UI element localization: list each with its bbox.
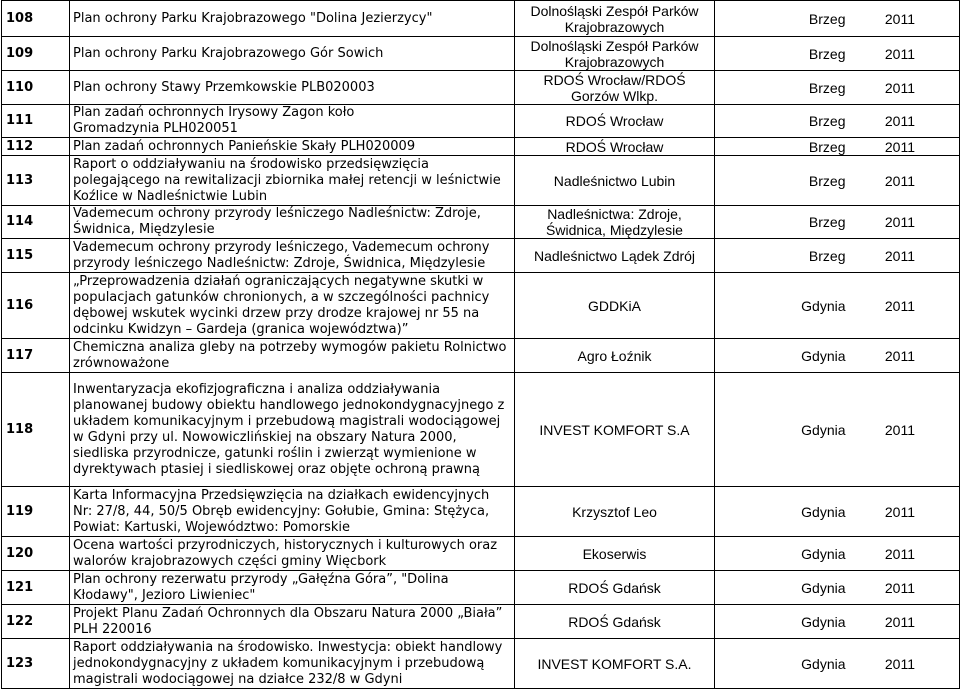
- row-city: Brzeg: [715, 138, 846, 156]
- row-number: 113: [2, 156, 70, 206]
- row-city: Brzeg: [715, 1, 846, 37]
- row-city: Brzeg: [715, 105, 846, 138]
- row-institution: INVEST KOMFORT S.A.: [515, 639, 715, 689]
- table-row: [2, 487, 960, 537]
- row-title: Ocena wartości przyrodniczych, historycznych i kulturowych oraz walorów krajobrazowych części gminy Więcbork: [70, 537, 515, 571]
- table-row: [2, 605, 960, 639]
- row-title: Karta Informacyjna Przedsięwzięcia na działkach ewidencyjnych Nr: 27/8, 44, 50/5 Obręb ewidencyjny: Gołubie, Gmina: Stężyca, Powiat: Kartuski, Województwo: Pomorskie: [70, 487, 515, 537]
- row-number: 110: [2, 71, 70, 105]
- table-row: [2, 239, 960, 273]
- row-city: Gdynia: [715, 339, 846, 373]
- row-number: 120: [2, 537, 70, 571]
- row-year: 2011: [846, 105, 960, 138]
- row-year: 2011: [846, 487, 960, 537]
- row-number: 112: [2, 138, 70, 156]
- row-year: 2011: [846, 138, 960, 156]
- row-title: Plan ochrony rezerwatu przyrody „Gałęźna Góra”, "Dolina Kłodawy", Jezioro Liwieniec": [70, 571, 515, 605]
- row-institution: Nadleśnictwa: Zdroje, Świdnica, Międzylesie: [515, 206, 715, 239]
- row-number: 123: [2, 639, 70, 689]
- row-year: 2011: [846, 373, 960, 487]
- row-institution: RDOŚ Wrocław: [515, 105, 715, 138]
- row-city: Brzeg: [715, 71, 846, 105]
- row-institution: INVEST KOMFORT S.A: [515, 373, 715, 487]
- row-number: 121: [2, 571, 70, 605]
- row-year: 2011: [846, 1, 960, 37]
- row-number: 114: [2, 206, 70, 239]
- row-number: 118: [2, 373, 70, 487]
- row-title: „Przeprowadzenia działań ograniczających negatywne skutki w populacjach gatunków chronionych, a w szczególności pachnicy dębowej wskutek wycinki drzew przy drodze krajowej nr 55 na odcinku Kwidzyn – Gardeja (granica województwa)”: [70, 273, 515, 339]
- row-number: 122: [2, 605, 70, 639]
- row-city: Brzeg: [715, 37, 846, 71]
- row-number: 116: [2, 273, 70, 339]
- row-title: Projekt Planu Zadań Ochronnych dla Obszaru Natura 2000 „Biała” PLH 220016: [70, 605, 515, 639]
- row-year: 2011: [846, 339, 960, 373]
- table-row: [2, 1, 960, 37]
- row-year: 2011: [846, 273, 960, 339]
- row-year: 2011: [846, 571, 960, 605]
- row-institution: Nadleśnictwo Lądek Zdrój: [515, 239, 715, 273]
- row-title: Plan ochrony Parku Krajobrazowego Gór Sowich: [70, 37, 515, 71]
- row-institution: RDOŚ Gdańsk: [515, 571, 715, 605]
- row-city: Gdynia: [715, 273, 846, 339]
- table-row: [2, 206, 960, 239]
- row-number: 111: [2, 105, 70, 138]
- table-row: [2, 37, 960, 71]
- row-title: Chemiczna analiza gleby na potrzeby wymogów pakietu Rolnictwo zrównoważone: [70, 339, 515, 373]
- table-row: [2, 156, 960, 206]
- row-institution: Dolnośląski Zespół Parków Krajobrazowych: [515, 1, 715, 37]
- row-institution: RDOŚ Wrocław/RDOŚ Gorzów Wlkp.: [515, 71, 715, 105]
- row-title: Vademecum ochrony przyrody leśniczego, Vademecum ochrony przyrody leśniczego Nadleśnictw: Zdroje, Świdnica, Międzylesie: [70, 239, 515, 273]
- row-title: Plan zadań ochronnych Panieńskie Skały PLH020009: [70, 138, 515, 156]
- row-title: Plan zadań ochronnych Irysowy Zagon koło Gromadzynia PLH020051: [70, 105, 515, 138]
- table-row: [2, 571, 960, 605]
- row-year: 2011: [846, 37, 960, 71]
- row-year: 2011: [846, 71, 960, 105]
- row-city: Gdynia: [715, 373, 846, 487]
- row-city: Gdynia: [715, 537, 846, 571]
- row-institution: RDOŚ Gdańsk: [515, 605, 715, 639]
- row-number: 119: [2, 487, 70, 537]
- row-institution: GDDKiA: [515, 273, 715, 339]
- row-number: 108: [2, 1, 70, 37]
- row-city: Gdynia: [715, 639, 846, 689]
- row-city: Gdynia: [715, 571, 846, 605]
- table-row: [2, 373, 960, 487]
- table-row: [2, 639, 960, 689]
- table-row: [2, 339, 960, 373]
- row-city: Brzeg: [715, 239, 846, 273]
- row-number: 115: [2, 239, 70, 273]
- table-row: [2, 105, 960, 138]
- row-year: 2011: [846, 537, 960, 571]
- row-title: Plan ochrony Parku Krajobrazowego "Dolina Jezierzycy": [70, 1, 515, 37]
- row-city: Brzeg: [715, 156, 846, 206]
- row-title: Raport o oddziaływaniu na środowisko przedsięwzięcia polegającego na rewitalizacji zbiornika małej retencji w leśnictwie Koźlice w Nadleśnictwie Lubin: [70, 156, 515, 206]
- document-table: [1, 0, 960, 689]
- row-number: 109: [2, 37, 70, 71]
- table-row: [2, 71, 960, 105]
- row-title: Raport oddziaływania na środowisko. Inwestycja: obiekt handlowy jednokondygnacyjny z układem komunikacyjnym i przebudową magistrali wodociągowej na działce 232/8 w Gdyni: [70, 639, 515, 689]
- row-institution: Dolnośląski Zespół Parków Krajobrazowych: [515, 37, 715, 71]
- row-title: Vademecum ochrony przyrody leśniczego Nadleśnictw: Zdroje, Świdnica, Międzylesie: [70, 206, 515, 239]
- row-year: 2011: [846, 605, 960, 639]
- row-city: Brzeg: [715, 206, 846, 239]
- row-number: 117: [2, 339, 70, 373]
- row-title: Inwentaryzacja ekofizjograficzna i analiza oddziaływania planowanej budowy obiektu handlowego jednokondygnacyjnego z układem komunikacyjnym i przebudową magistrali wodociągowej w Gdyni przy ul. Nowowiczlińskiej na obszary Natura 2000, siedliska przyrodnicze, gatunki roślin i zwierząt wymienione w dyrektywach ptasiej i siedliskowej oraz objęte ochroną prawną: [70, 373, 515, 487]
- table-row: [2, 138, 960, 156]
- row-year: 2011: [846, 639, 960, 689]
- row-year: 2011: [846, 156, 960, 206]
- row-institution: Krzysztof Leo: [515, 487, 715, 537]
- row-institution: Ekoserwis: [515, 537, 715, 571]
- row-city: Gdynia: [715, 605, 846, 639]
- row-institution: RDOŚ Wrocław: [515, 138, 715, 156]
- row-title: Plan ochrony Stawy Przemkowskie PLB020003: [70, 71, 515, 105]
- table-row: [2, 273, 960, 339]
- row-year: 2011: [846, 239, 960, 273]
- row-institution: Agro Łoźnik: [515, 339, 715, 373]
- table-row: [2, 537, 960, 571]
- row-institution: Nadleśnictwo Lubin: [515, 156, 715, 206]
- row-city: Gdynia: [715, 487, 846, 537]
- row-year: 2011: [846, 206, 960, 239]
